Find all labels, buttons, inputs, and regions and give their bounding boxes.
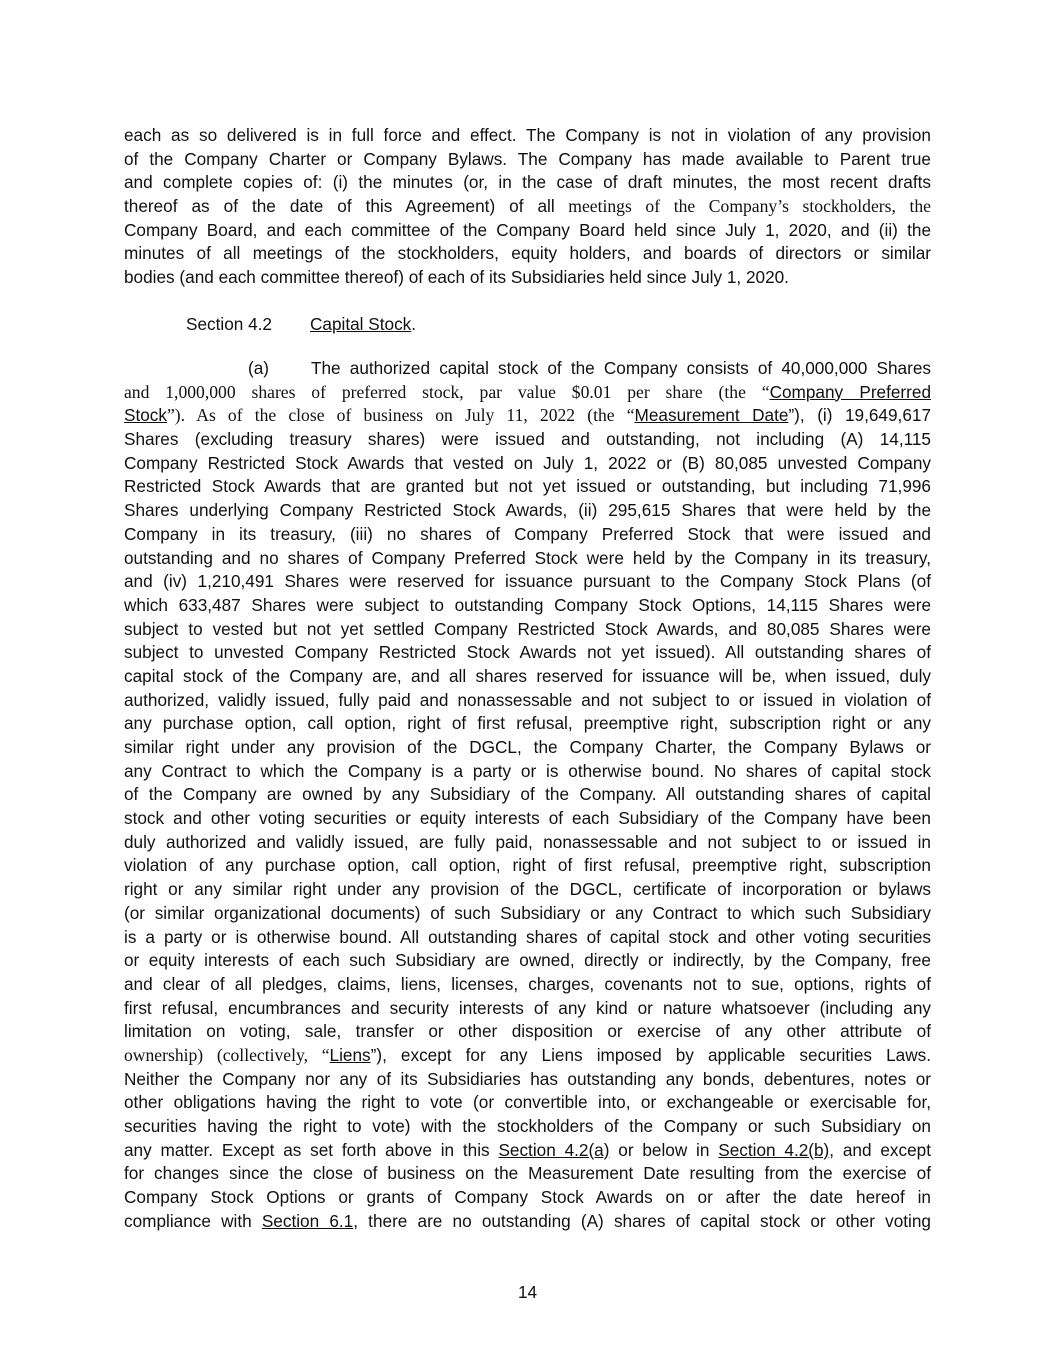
- text-fragment: and 1,000,000 shares of preferred stock, par value $0.01 per share (the “: [124, 381, 770, 402]
- text-line: [124, 1139, 931, 1163]
- defined-term: Measurement Date: [634, 405, 789, 426]
- text-line: Neither the Company nor any of its Subsidiaries has outstanding any bonds, debentures, notes or: [124, 1068, 931, 1089]
- text-line: Company Stock Options or grants of Company Stock Awards on or after the date hereof in: [124, 1187, 931, 1208]
- text-fragment: ”). As of the close of business on July 11, 2022 (the “: [167, 405, 635, 426]
- text-line: duly authorized and validly issued, are fully paid, nonassessable and not subject to or issued in: [124, 831, 931, 852]
- text-line: or equity interests of each such Subsidiary are owned, directly or indirectly, by the Company, free: [124, 950, 931, 971]
- text-line: (or similar organizational documents) of such Subsidiary or any Contract to which such Subsidiary: [124, 902, 931, 923]
- text-fragment: compliance with: [124, 1210, 262, 1231]
- defined-term: Stock: [124, 405, 167, 426]
- text-fragment: , there are no outstanding (A) shares of capital stock or other voting: [353, 1210, 931, 1231]
- text-line: similar right under any provision of the DGCL, the Company Charter, the Company Bylaws or: [124, 737, 931, 757]
- text-line: first refusal, encumbrances and security interests of any kind or nature whatsoever (including any: [124, 997, 931, 1018]
- intro-paragraph: [124, 124, 931, 290]
- text-line: Company Restricted Stock Awards that vested on July 1, 2022 or (B) 80,085 unvested Company: [124, 452, 931, 473]
- text-line: minutes of all meetings of the stockholders, equity holders, and boards of directors or similar: [124, 243, 931, 264]
- text-line: stock and other voting securities or equity interests of each Subsidiary of the Company have been: [124, 808, 931, 829]
- text-line: and clear of all pledges, claims, liens, licenses, charges, covenants not to sue, options, rights of: [124, 973, 931, 994]
- cross-reference-link[interactable]: Section 6.1: [261, 1210, 354, 1231]
- paragraph-a: [124, 357, 931, 1233]
- text-line: and complete copies of: (i) the minutes (or, in the case of draft minutes, the most recent drafts: [124, 172, 931, 193]
- text-line: bodies (and each committee thereof) of each of its Subsidiaries held since July 1, 2020.: [124, 267, 789, 288]
- paragraph-enumerator: (a): [248, 358, 270, 378]
- text-line: subject to unvested Company Restricted Stock Awards not yet issued). All outstanding shares of: [124, 642, 931, 663]
- text-line: authorized, validly issued, fully paid and nonassessable and not subject to or issued in violation of: [124, 689, 931, 710]
- text-line: subject to vested but not yet settled Company Restricted Stock Awards, and 80,085 Shares were: [124, 618, 931, 639]
- section-heading: [186, 312, 416, 336]
- text-line: Restricted Stock Awards that are granted but not yet issued or outstanding, but including 71,996: [124, 476, 931, 497]
- text-line: which 633,487 Shares were subject to outstanding Company Stock Options, 14,115 Shares were: [124, 594, 931, 615]
- text-line: other obligations having the right to vote (or convertible into, or exchangeable or exercisable for,: [124, 1092, 931, 1113]
- text-fragment: , and except: [829, 1139, 931, 1160]
- text-line: securities having the right to vote) with the stockholders of the Company or such Subsidiary on: [124, 1116, 931, 1136]
- text-line: [124, 1210, 931, 1234]
- text-line: and (iv) 1,210,491 Shares were reserved for issuance pursuant to the Company Stock Plans (of: [124, 571, 931, 592]
- defined-term: Company Preferred: [769, 381, 931, 402]
- text-fragment: ownership) (collectively, “: [124, 1044, 330, 1065]
- section-number: Section 4.2: [186, 314, 272, 334]
- text-line: [124, 404, 931, 428]
- text-fragment: thereof as of the date of this Agreement) of all: [124, 196, 555, 217]
- text-fragment: or below in: [609, 1139, 719, 1160]
- cross-reference-link[interactable]: Section 4.2(b): [718, 1139, 830, 1160]
- text-line: is a party or is otherwise bound. All outstanding shares of capital stock and other voting securities: [124, 926, 931, 947]
- text-line: right or any similar right under any provision of the DGCL, certificate of incorporation or bylaws: [124, 879, 931, 900]
- page-number: 14: [517, 1282, 538, 1302]
- text-line: limitation on voting, sale, transfer or other disposition or exercise of any other attribute of: [124, 1021, 931, 1042]
- text-line: any purchase option, call option, right of first refusal, preemptive right, subscription right or any: [124, 713, 931, 734]
- text-line: capital stock of the Company are, and all shares reserved for issuance will be, when issued, duly: [124, 665, 931, 686]
- section-title: Capital Stock: [310, 314, 412, 334]
- text-fragment: ”), (i) 19,649,617: [788, 405, 931, 426]
- text-line: of the Company Charter or Company Bylaws. The Company has made available to Parent true: [124, 148, 931, 169]
- text-line: Shares underlying Company Restricted Stock Awards, (ii) 295,615 Shares that were held by the: [124, 500, 931, 521]
- text-line: any Contract to which the Company is a party or is otherwise bound. No shares of capital stock: [124, 760, 931, 781]
- text-line: outstanding and no shares of Company Preferred Stock were held by the Company in its treasury,: [124, 547, 931, 568]
- text-fragment: meetings of the Company’s stockholders, the: [554, 196, 931, 217]
- text-line: Shares (excluding treasury shares) were issued and outstanding, not including (A) 14,115: [124, 429, 931, 450]
- cross-reference-link[interactable]: Section 4.2(a): [498, 1139, 610, 1160]
- text-line: for changes since the close of business on the Measurement Date resulting from the exercise of: [124, 1163, 931, 1184]
- text-line: each as so delivered is in full force and effect. The Company is not in violation of any provision: [124, 125, 931, 145]
- text-line: Company Board, and each committee of the Company Board held since July 1, 2020, and (ii) the: [124, 219, 931, 240]
- text-line: [124, 195, 931, 219]
- text-line: Company in its treasury, (iii) no shares of Company Preferred Stock that were issued and: [124, 523, 931, 544]
- text-fragment: The authorized capital stock of the Company consists of 40,000,000 Shares: [311, 358, 931, 378]
- text-fragment: ”), except for any Liens imposed by applicable securities Laws.: [370, 1044, 931, 1065]
- text-line: [124, 357, 931, 381]
- text-line: of the Company are owned by any Subsidiary of the Company. All outstanding shares of capital: [124, 784, 931, 805]
- defined-term: Liens: [329, 1044, 371, 1065]
- text-line: [124, 1044, 931, 1068]
- section-title-suffix: .: [411, 314, 417, 334]
- text-line: violation of any purchase option, call option, right of first refusal, preemptive right, subscription: [124, 855, 931, 876]
- text-fragment: any matter. Except as set forth above in this: [124, 1139, 499, 1160]
- text-line: [124, 381, 931, 405]
